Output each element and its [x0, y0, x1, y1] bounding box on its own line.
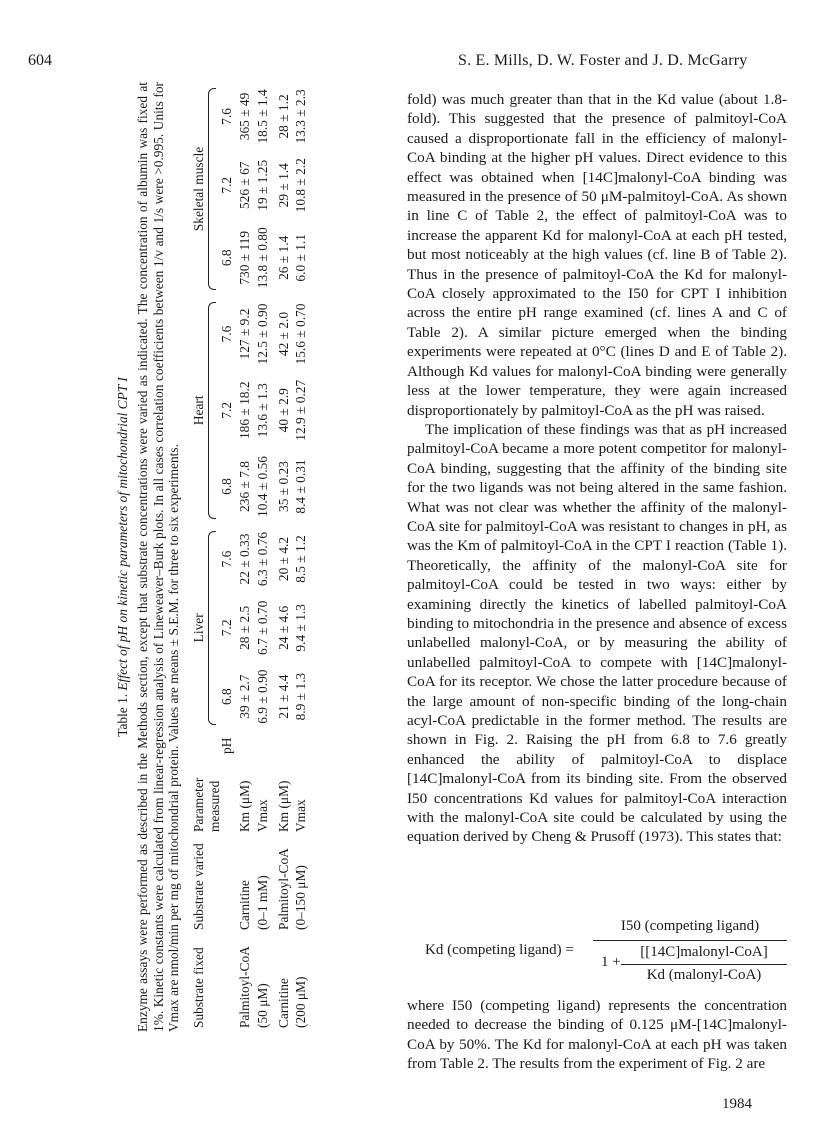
cell-value: 19 ± 1.25: [254, 159, 270, 211]
group-skeletal-muscle: Skeletal muscle: [191, 146, 207, 232]
paragraph-1: fold) was much greater than that in the Kd value (about 1.8-fold). This suggested that the presence of palmitoyl-CoA caused a disproportionate fall in the efficiency of malonyl-CoA binding at the higher pH values. Direct evidence to this effect was obtained when [14C]malonyl-CoA binding was measured in the presence of 50 μM-palmitoyl-CoA. As shown in line C of Table 2, the effect of palmitoyl-CoA was to increase the apparent Kd for malonyl-CoA at each pH tested, but most noticeably at the high values (cf. line B of Table 2). Thus in the presence of palmitoyl-CoA the Kd for malonyl-CoA closely approximated to the I50 for CPT I inhibition across the entire pH range examined (cf. lines A and C of Table 2). A similar picture emerged when the binding experiments were repeated at 0°C (lines D and E of Table 2). Although Kd values for malonyl-CoA binding were generally less at the lower temperature, they were again increased disproportionately by palmitoyl-CoA as the pH was raised.: [407, 91, 787, 419]
cell-value: 24 ± 4.6: [275, 605, 291, 650]
cell-value: 29 ± 1.4: [275, 163, 291, 208]
cell-value: 12.9 ± 0.27: [293, 379, 309, 441]
cell-value: 39 ± 2.7: [236, 674, 252, 719]
cell-substrate-fixed: (50 μM): [254, 983, 270, 1028]
page-number: 604: [28, 52, 52, 69]
ph-header: 7.2: [219, 401, 235, 419]
cell-substrate-varied: (0–1 mM): [254, 875, 270, 930]
paragraph-3: where I50 (competing ligand) represents the concentration needed to decrease the binding of 0.125 μM-[14C]malonyl-CoA by 50%. The Kd for malonyl-CoA at each pH was taken from Table 2. The results from the experiment of Fig. 2 are: [407, 997, 787, 1073]
footer-page-number: 1984: [722, 1096, 752, 1112]
brace-liver: [208, 531, 216, 725]
cell-value: 10.4 ± 0.56: [254, 456, 270, 517]
equation-one-plus: 1 +: [601, 954, 621, 970]
cheng-prusoff-equation: [425, 918, 785, 988]
cell-value: 40 ± 2.9: [275, 388, 291, 433]
cell-ph-spacer: [236, 731, 254, 758]
cell-substrate-fixed: (200 μM): [293, 976, 309, 1028]
cell-value: 6.0 ± 1.1: [293, 234, 309, 282]
cell-value: 6.9 ± 0.90: [254, 669, 270, 724]
cell-value: 12.5 ± 0.90: [254, 303, 270, 365]
col-substrate-fixed: Substrate fixed: [191, 947, 207, 1028]
cell-value: 9.4 ± 1.3: [293, 604, 309, 652]
table-row: [254, 82, 272, 1032]
table-label: Table 1.: [115, 693, 130, 737]
cell-substrate-fixed: Carnitine: [275, 978, 291, 1028]
cell-value: 22 ± 0.33: [236, 533, 252, 585]
cell-value: 730 ± 119: [236, 230, 252, 285]
table-caption: Enzyme assays were performed as described in the Methods section, except that substrate concentrations were varied as indicated. The concentration of albumin was fixed at 1%. Kinetic constants were calculated from linear-regression analysis of Lineweaver–Burk plots. In all cases correlation coefficients between 1/v and 1/s were >0.995. Units for Vmax are nmol/min per mg of mitochondrial protein. Values are means ± S.E.M. for three to six experiments.: [134, 82, 182, 1032]
running-head: S. E. Mills, D. W. Foster and J. D. McGarry: [458, 52, 748, 69]
cell-value: 28 ± 2.5: [236, 605, 252, 650]
cell-ph-spacer: [254, 731, 272, 758]
cell-substrate-varied: Carnitine: [236, 880, 252, 930]
group-heart: Heart: [191, 395, 207, 426]
cell-value: 13.8 ± 0.80: [254, 227, 270, 289]
cell-value: 20 ± 4.2: [275, 536, 291, 582]
equation-inner-denominator: Kd (malonyl-CoA): [646, 967, 762, 983]
equation-numerator: I50 (competing ligand): [620, 918, 760, 934]
cell-value: 35 ± 0.23: [275, 461, 291, 512]
body-column: [407, 90, 787, 847]
paragraph-2: The implication of these findings was that as pH increased palmitoyl-CoA became a more potent competitor for malonyl-CoA binding, suggesting that the affinity of the binding site for the two ligands was not being altered in the same fashion. What was not clear was whether the affinity of the malonyl-CoA site for palmitoyl-CoA was resistant to changes in pH, as was the Km of palmitoyl-CoA in the CPT I reaction (Table 1). Theoretically, the affinity of the malonyl-CoA site for palmitoyl-CoA could be tested in two ways: either by examining directly the kinetics of labelled palmitoyl-CoA binding to mitochondria in the presence and absence of excess unlabelled malonyl-CoA, or by measuring the ability of unlabelled palmitoyl-CoA to compete with [14C]malonyl-CoA for its receptor. We chose the latter procedure because of the large amount of non-specific binding of the long-chain acyl-CoA predictable in the former method. The results are shown in Fig. 2. Raising the pH from 6.8 to 7.6 greatly enhanced the ability of palmitoyl-CoA to displace [14C]malonyl-CoA from its binding site. From the observed I50 concentrations Kd values for palmitoyl-CoA interaction with the malonyl-CoA site could be calculated by using the equation derived by Cheng & Prusoff (1973). This states that:: [407, 420, 787, 846]
cell-substrate-varied: Palmitoyl-CoA: [275, 848, 291, 930]
cell-value: 365 ± 49: [236, 92, 252, 141]
cell-value: 6.7 ± 0.70: [254, 600, 270, 655]
cell-parameter: Vmax: [254, 799, 270, 832]
col-parameter: Parameter measured: [191, 777, 223, 832]
equation-fraction-bar: [593, 940, 787, 941]
cell-substrate-fixed: Palmitoyl-CoA: [236, 946, 252, 1028]
cell-value: 8.5 ± 1.2: [293, 535, 309, 583]
cell-ph-spacer: [272, 731, 293, 758]
ph-header: 7.2: [219, 619, 235, 637]
col-substrate-varied: Substrate varied: [191, 843, 207, 930]
table-title: [115, 82, 131, 1032]
cell-substrate-varied: (0–150 μM): [293, 865, 309, 930]
cell-value: 186 ± 18.2: [236, 381, 252, 440]
cell-value: 26 ± 1.4: [275, 235, 291, 280]
group-liver: Liver: [191, 613, 207, 643]
cell-value: 8.4 ± 0.31: [293, 459, 309, 514]
cell-value: 28 ± 1.2: [275, 94, 291, 139]
table-row: [292, 82, 310, 1032]
cell-value: 15.6 ± 0.70: [293, 303, 309, 365]
table-title-text: Effect of pH on kinetic parameters of mitochondrial CPT I: [115, 377, 130, 691]
brace-heart: [208, 302, 216, 519]
cell-value: 13.6 ± 1.3: [254, 383, 270, 438]
cell-value: 18.5 ± 1.4: [254, 89, 270, 144]
cell-parameter: Vmax: [293, 799, 309, 832]
equation-inner-bar: [621, 964, 787, 965]
brace-skeletal: [208, 88, 216, 290]
cell-value: 6.3 ± 0.76: [254, 531, 270, 587]
ph-header: 7.6: [219, 550, 235, 568]
kinetics-table: [190, 82, 310, 1032]
col-ph: pH: [219, 737, 235, 754]
table-1: [115, 82, 405, 1032]
equation-lhs: Kd (competing ligand) =: [425, 942, 574, 958]
cell-value: 127 ± 9.2: [236, 308, 252, 360]
cell-ph-spacer: [292, 731, 310, 758]
cell-value: 10.8 ± 2.2: [293, 158, 309, 213]
ph-header: 7.6: [219, 325, 235, 343]
ph-header: 6.8: [219, 478, 235, 495]
cell-value: 13.3 ± 2.3: [293, 89, 309, 144]
ph-header: 7.6: [219, 108, 235, 125]
cell-parameter: Km (μM): [275, 780, 291, 832]
cell-parameter: Km (μM): [236, 780, 252, 832]
ph-header: 6.8: [219, 688, 235, 706]
cell-value: 8.9 ± 1.3: [293, 672, 309, 721]
cell-value: 526 ± 67: [236, 161, 252, 210]
table-row: [272, 82, 293, 1032]
cell-value: 42 ± 2.0: [275, 311, 291, 357]
ph-header: 7.2: [219, 176, 235, 194]
table-row: [236, 82, 254, 1032]
body-column-continued: [407, 996, 787, 1074]
cell-value: 21 ± 4.4: [275, 674, 291, 719]
ph-header: 6.8: [219, 249, 235, 267]
cell-value: 236 ± 7.8: [236, 461, 252, 512]
equation-inner-numerator: [[14C]malonyl-CoA]: [640, 944, 768, 960]
table-body: [236, 82, 310, 1032]
